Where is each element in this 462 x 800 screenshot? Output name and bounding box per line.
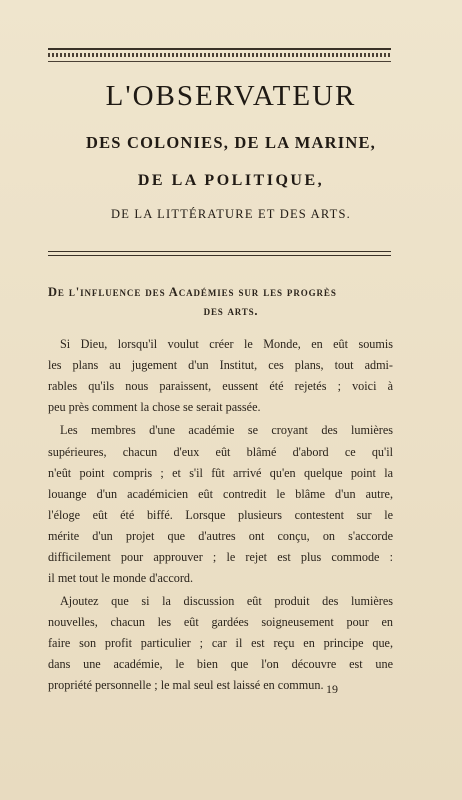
body-line: faire son profit particulier ; car il est reçu en principe que, <box>48 636 393 650</box>
body-line: il met tout le monde d'accord. <box>48 571 194 585</box>
body-line: nouvelles, chacun les eût gardées soigneusement pour en <box>48 615 393 629</box>
body-line: louange d'un académicien eût contredit le blâme d'un autre, <box>48 487 393 501</box>
body-line: Les membres d'une académie se croyant des lumières <box>60 423 393 437</box>
body-line: Si Dieu, lorsqu'il voulut créer le Monde, en eût soumis <box>60 337 393 351</box>
body-line: l'éloge eût été biffé. Lorsque plusieurs contestent sur le <box>48 508 393 522</box>
body-line: dans une académie, le bien que l'on découvre est une <box>48 657 393 671</box>
body-line: difficilement pour approuver ; le rejet est plus commode : <box>48 550 393 564</box>
article-heading: De l'influence des Académies sur les progrès <box>48 285 337 299</box>
body-line: propriété personnelle ; le mal seul est laissé en commun. <box>48 678 324 692</box>
top-ornament-border <box>48 48 391 60</box>
body-line: Ajoutez que si la discussion eût produit des lumières <box>60 594 393 608</box>
body-line: n'eût point compris ; et s'il fût arrivé qu'en quelque point la <box>48 466 393 480</box>
body-line: mérite d'un projet que d'autres ont conçu, on s'accorde <box>48 529 393 543</box>
double-rule-bottom <box>48 255 391 256</box>
masthead-subtitle-litterature: DE LA LITTÉRATURE ET DES ARTS. <box>111 207 351 221</box>
body-line: peu près comment la chose se serait passée. <box>48 400 261 414</box>
body-line: rables qu'ils nous paraissent, eussent été rejetés ; voici à <box>48 379 393 393</box>
article-heading-continued: des arts. <box>203 304 259 318</box>
page-number: 19 <box>326 682 338 696</box>
masthead-title: L'OBSERVATEUR <box>105 80 357 112</box>
top-ornament-rule <box>48 61 391 62</box>
masthead-subtitle-politique: DE LA POLITIQUE, <box>137 172 325 189</box>
body-line: supérieures, chacun d'eux eût blâmé d'abord ce qu'il <box>48 445 393 459</box>
double-rule-top <box>48 251 391 252</box>
masthead-subtitle-colonies: DES COLONIES, DE LA MARINE, <box>85 133 377 152</box>
body-line: les plans au jugement d'un Institut, ces plans, tout admi- <box>48 358 393 372</box>
